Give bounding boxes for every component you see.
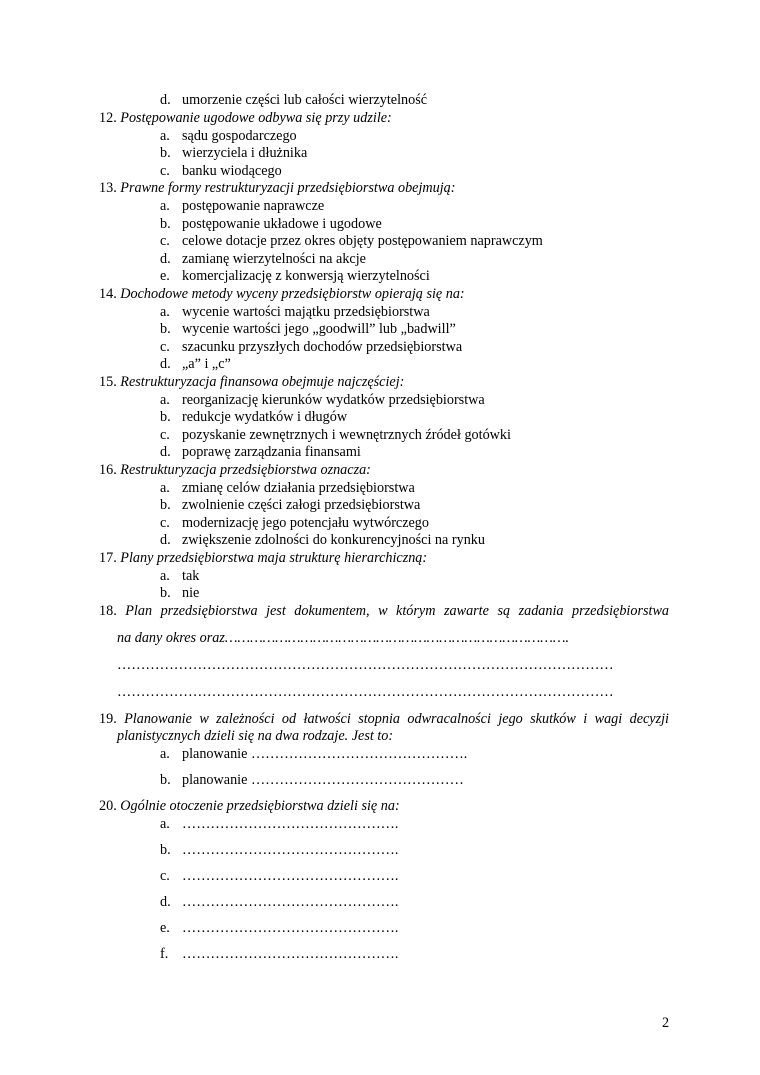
q14-option-c: c. szacunku przyszłych dochodów przedsiębiorstwa bbox=[160, 339, 463, 355]
q15-option-d: d. poprawę zarządzania finansami bbox=[160, 444, 361, 460]
q20-option-f: f. ………………………………………. bbox=[160, 946, 399, 962]
q13-option-c: c. celowe dotacje przez okres objęty postępowaniem naprawczym bbox=[160, 233, 543, 249]
q19-option-a: a. planowanie ………………………………………. bbox=[160, 746, 468, 762]
q16-option-d: d. zwiększenie zdolności do konkurencyjności na rynku bbox=[160, 532, 485, 548]
question-20: 20. Ogólnie otoczenie przedsiębiorstwa dzieli się na: bbox=[99, 798, 400, 814]
q14-option-b: b. wycenie wartości jego „goodwill” lub „badwill” bbox=[160, 321, 456, 337]
q16-option-a: a. zmianę celów działania przedsiębiorstwa bbox=[160, 480, 415, 496]
q20-option-e: e. ………………………………………. bbox=[160, 920, 399, 936]
q15-option-a: a. reorganizację kierunków wydatków przedsiębiorstwa bbox=[160, 392, 485, 408]
question-19: 19. Planowanie w zależności od łatwości stopnia odwracalności jego skutków i wagi decyzji bbox=[99, 711, 669, 727]
q12-option-c: c. banku wiodącego bbox=[160, 163, 282, 179]
q11-option-d: d. umorzenie części lub całości wierzytelność bbox=[160, 92, 428, 108]
q15-option-b: b. redukcje wydatków i długów bbox=[160, 409, 348, 425]
q12-option-b: b. wierzyciela i dłużnika bbox=[160, 145, 308, 161]
q18-answer-line-2: …………………………………………………………………………………………… bbox=[117, 657, 614, 673]
q13-option-b: b. postępowanie układowe i ugodowe bbox=[160, 216, 382, 232]
question-18: 18. Plan przedsiębiorstwa jest dokumentem, w którym zawarte są zadania przedsiębiorstwa bbox=[99, 603, 670, 619]
q20-option-d: d. ………………………………………. bbox=[160, 894, 399, 910]
page-number: 2 bbox=[662, 1015, 670, 1031]
question-17: 17. Plany przedsiębiorstwa maja strukturę hierarchiczną: bbox=[99, 550, 428, 566]
q17-option-b: b. nie bbox=[160, 585, 200, 601]
q14-option-d: d. „a” i „c” bbox=[160, 356, 231, 372]
q18-answer-line-3: …………………………………………………………………………………………… bbox=[117, 684, 614, 700]
question-12: 12. Postępowanie ugodowe odbywa się przy udzile: bbox=[99, 110, 392, 126]
q12-option-a: a. sądu gospodarczego bbox=[160, 128, 297, 144]
question-15: 15. Restrukturyzacja finansowa obejmuje najczęściej: bbox=[99, 374, 405, 390]
q16-option-b: b. zwolnienie części załogi przedsiębiorstwa bbox=[160, 497, 421, 513]
q13-option-e: e. komercjalizację z konwersją wierzytelności bbox=[160, 268, 430, 284]
q14-option-a: a. wycenie wartości majątku przedsiębiorstwa bbox=[160, 304, 430, 320]
question-16: 16. Restrukturyzacja przedsiębiorstwa oznacza: bbox=[99, 462, 371, 478]
q17-option-a: a. tak bbox=[160, 568, 200, 584]
q20-option-c: c. ………………………………………. bbox=[160, 868, 399, 884]
q20-option-a: a. ………………………………………. bbox=[160, 816, 399, 832]
q19-text-continued: planistycznych dzieli się na dwa rodzaje. Jest to: bbox=[117, 728, 394, 744]
q20-option-b: b. ………………………………………. bbox=[160, 842, 399, 858]
q16-option-c: c. modernizację jego potencjału wytwórczego bbox=[160, 515, 429, 531]
question-14: 14. Dochodowe metody wyceny przedsiębiorstw opierają się na: bbox=[99, 286, 465, 302]
q15-option-c: c. pozyskanie zewnętrznych i wewnętrznych źródeł gotówki bbox=[160, 427, 511, 443]
q13-option-a: a. postępowanie naprawcze bbox=[160, 198, 325, 214]
q19-option-b: b. planowanie ……………………………………… bbox=[160, 772, 464, 788]
q13-option-d: d. zamianę wierzytelności na akcje bbox=[160, 251, 366, 267]
question-13: 13. Prawne formy restrukturyzacji przedsiębiorstwa obejmują: bbox=[99, 180, 456, 196]
q18-answer-line-1: na dany okres oraz………………………………………………………………………. bbox=[117, 630, 569, 646]
